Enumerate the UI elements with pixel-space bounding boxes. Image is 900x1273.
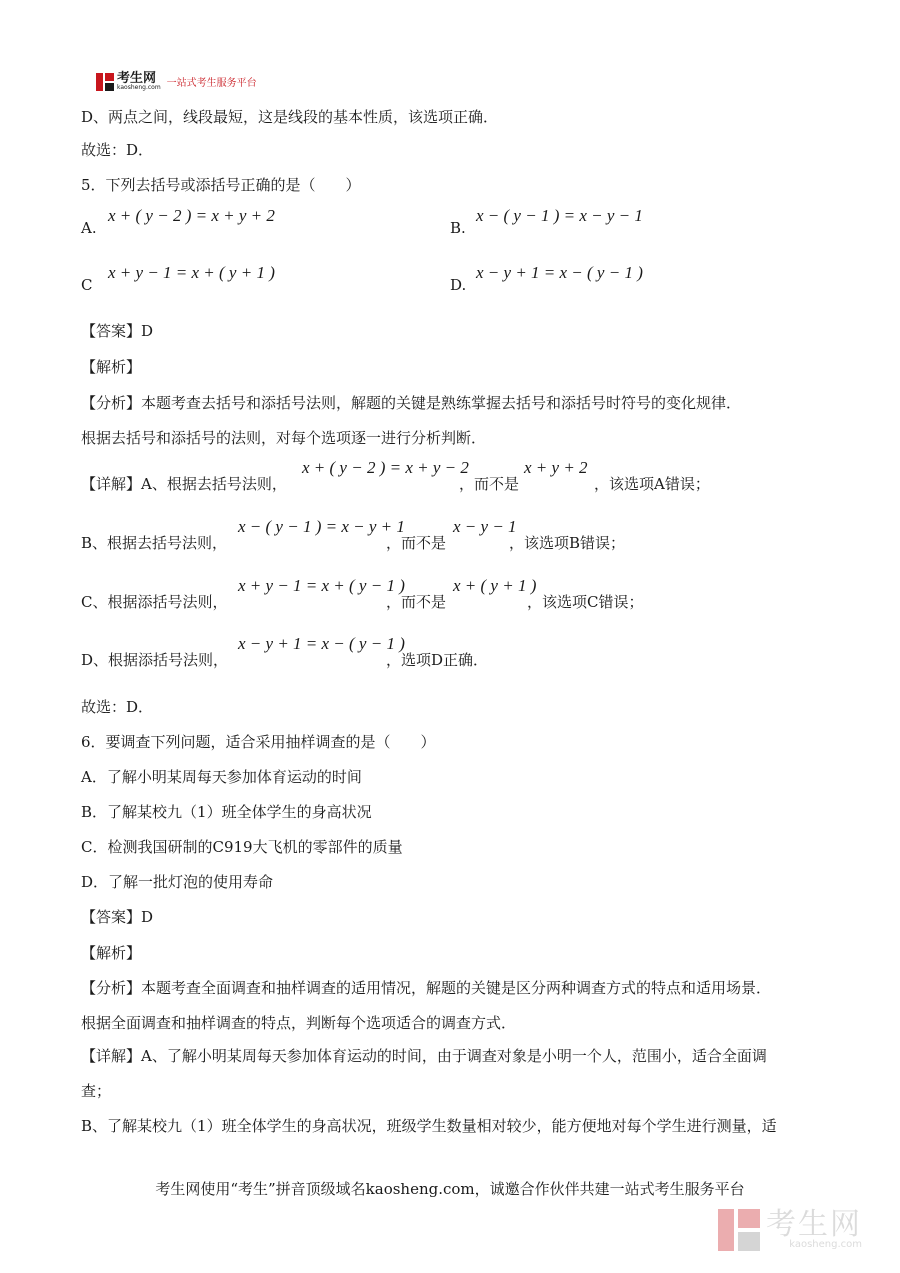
q5-option-a-math: x + ( y − 2 ) = x + y + 2 [108,206,275,225]
q6-answer-value: D [141,908,154,926]
q5-analysis-tag: 【解析】 [81,358,142,376]
q6-detail-a-line1 [81,1045,767,1066]
q5-detail-c-math2: x + ( y + 1 ) [453,576,537,595]
q5-detail-d-math1: x − y + 1 = x − ( y − 1 ) [238,634,405,653]
page-footer: 考生网使用“考生”拼音顶级域名kaosheng.com，诚邀合作伙伴共建一站式考生服务平台 [155,1180,745,1198]
q5-conclusion: 故选：D． [81,698,154,716]
q5-option-d-math: x − y + 1 = x − ( y − 1 ) [476,263,643,282]
watermark-logo-icon [718,1209,760,1251]
q5-detail-tag: 【详解】 [81,475,142,493]
q5-detail-b-math1: x − ( y − 1 ) = x − y + 1 [238,517,405,536]
q5-answer-value: D [141,322,154,340]
q5-option-a-label: A. [81,219,97,237]
q6-analysis-tag: 【解析】 [81,944,142,962]
q6-fenxi [81,977,771,998]
q5-detail-b-math2: x − y − 1 [453,517,517,536]
q5-detail-c-post: ，该选项C错误； [527,593,644,611]
q5-option-c-math: x + y − 1 = x + ( y + 1 ) [108,263,275,282]
q5-detail-a-pre: A、根据去括号法则， [141,475,287,493]
q6-fenxi-text: 本题考查全面调查和抽样调查的适用情况，解题的关键是区分两种调查方式的特点和适用场景． [141,979,772,997]
q5-fenxi [81,392,741,413]
logo-icon [96,73,114,91]
q5-detail-b-mid: ，而不是 [386,534,447,552]
q5-answer-tag: 【答案】 [81,322,142,340]
q5-detail-a-math1: x + ( y − 2 ) = x + y − 2 [302,458,469,477]
q5-option-b-label: B. [450,219,466,237]
q5-detail-c-mid: ，而不是 [386,593,447,611]
q5-stem: 5．下列去括号或添括号正确的是（ ） [81,176,361,194]
q6-answer [81,906,153,927]
q5-detail-d-pre: D、根据添括号法则， [81,651,229,669]
q6-option-c: C．检测我国研制的C919大飞机的零部件的质量 [81,838,403,856]
prev-conclusion: 故选：D． [81,141,154,159]
q5-detail-a-post: ，该选项A错误； [594,475,710,493]
q5-option-b-math: x − ( y − 1 ) = x − y − 1 [476,206,643,225]
q6-detail-a-line2: 查； [81,1082,112,1100]
watermark-logo [718,1209,862,1251]
q5-detail-a [81,473,287,494]
q5-detail-a-math2: x + y + 2 [524,458,588,477]
q5-detail-b-pre: B、根据去括号法则， [81,534,228,552]
watermark-name: 考生网 [766,1207,862,1242]
q5-detail-c-pre: C、根据添括号法则， [81,593,228,611]
q5-answer [81,320,153,341]
q6-option-a: A．了解小明某周每天参加体育运动的时间 [81,768,362,786]
prev-option-d: D、两点之间，线段最短，这是线段的基本性质，该选项正确． [81,108,499,126]
logo-domain: kaosheng.com [117,84,161,91]
logo-slogan: 一站式考生服务平台 [166,78,257,89]
q5-option-c-label: C [81,276,93,294]
header-logo [96,72,257,91]
q6-option-b: B．了解某校九（1）班全体学生的身高状况 [81,803,372,821]
watermark-domain: kaosheng.com [789,1239,862,1250]
q6-stem: 6．要调查下列问题，适合采用抽样调查的是（ ） [81,733,436,751]
q5-detail-c-math1: x + y − 1 = x + ( y − 1 ) [238,576,405,595]
q6-detail-a-text: A、了解小明某周每天参加体育运动的时间，由于调查对象是小明一个人，范围小，适合全面调 [141,1047,767,1065]
q5-option-d-label: D. [450,276,467,294]
q5-fenxi-text: 本题考查去括号和添括号法则，解题的关键是熟练掌握去括号和添括号时符号的变化规律． [141,394,742,412]
q5-detail-a-mid: ，而不是 [459,475,520,493]
q6-answer-tag: 【答案】 [81,908,142,926]
q6-option-d: D．了解一批灯泡的使用寿命 [81,873,274,891]
q5-detail-b-post: ，该选项B错误； [509,534,626,552]
q5-detail-d-post: ，选项D正确． [386,651,489,669]
q6-detail-tag: 【详解】 [81,1047,142,1065]
q6-detail-b-line1: B、了解某校九（1）班全体学生的身高状况，班级学生数量相对较少，能方便地对每个学生进行测量，适 [81,1117,777,1135]
q5-fenxi-tag: 【分析】 [81,394,142,412]
q6-fenxi-tag: 【分析】 [81,979,142,997]
q6-method: 根据全面调查和抽样调查的特点，判断每个选项适合的调查方式． [81,1014,517,1032]
q5-method: 根据去括号和添括号的法则，对每个选项逐一进行分析判断． [81,429,487,447]
logo-name: 考生网 [117,71,157,86]
